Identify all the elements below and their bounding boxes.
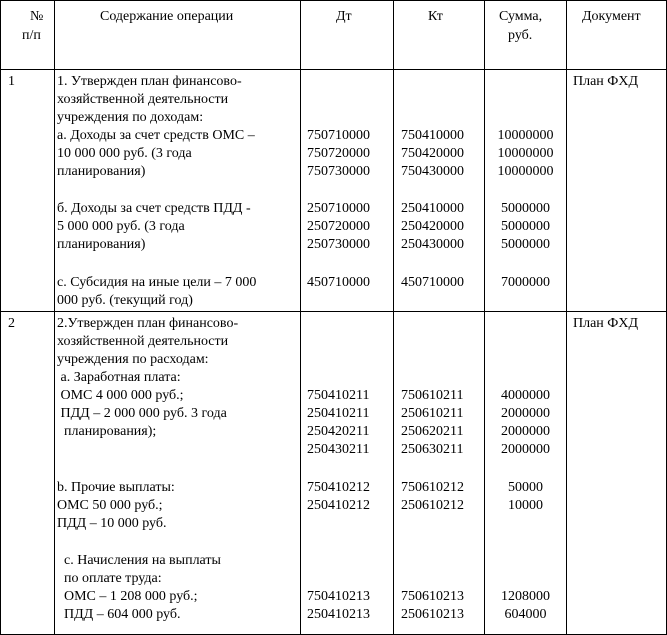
content-line: ОМС – 1 208 000 руб.; (57, 589, 198, 604)
debit-account: 250430211 (307, 442, 370, 457)
content-line: по оплате труда: (57, 571, 162, 586)
content-line: а. Доходы за счет средств ОМС – (57, 128, 255, 143)
amount: 50000 (508, 480, 543, 495)
amount: 4000000 (501, 388, 550, 403)
debit-account: 750730000 (307, 164, 370, 179)
content-line: с. Субсидия на иные цели – 7 000 (57, 275, 257, 290)
debit-account: 750410212 (307, 480, 370, 495)
header-kt: Кт (428, 9, 443, 24)
debit-account: 250410212 (307, 498, 370, 513)
content-line: планирования) (57, 237, 146, 252)
header-content: Содержание операции (100, 9, 234, 24)
debit-account: 250710000 (307, 201, 370, 216)
amount: 5000000 (501, 219, 550, 234)
col-line (393, 0, 394, 635)
amount: 5000000 (501, 237, 550, 252)
content-line: ПДД – 10 000 руб. (57, 516, 167, 531)
content-line: планирования); (57, 424, 157, 439)
col-line (54, 0, 55, 635)
content-line: ОМС 50 000 руб.; (57, 498, 163, 513)
content-line: планирования) (57, 164, 146, 179)
debit-account: 250410213 (307, 607, 370, 622)
credit-account: 750610212 (401, 480, 464, 495)
debit-account: 750410213 (307, 589, 370, 604)
content-line: ПДД – 604 000 руб. (57, 607, 181, 622)
col-line (0, 0, 1, 635)
amount: 2000000 (501, 406, 550, 421)
credit-account: 750420000 (401, 146, 464, 161)
content-line: b. Прочие выплаты: (57, 480, 175, 495)
debit-account: 750720000 (307, 146, 370, 161)
content-line: 5 000 000 руб. (3 года (57, 219, 185, 234)
credit-account: 250610212 (401, 498, 464, 513)
content-line: ПДД – 2 000 000 руб. 3 года (57, 406, 227, 421)
credit-account: 750410000 (401, 128, 464, 143)
header-num: п/п (22, 28, 41, 43)
credit-account: 250410000 (401, 201, 464, 216)
header-num: № (30, 9, 44, 24)
credit-account: 750430000 (401, 164, 464, 179)
credit-account: 250420000 (401, 219, 464, 234)
credit-account: 750610211 (401, 388, 464, 403)
amount: 5000000 (501, 201, 550, 216)
header-doc: Документ (582, 9, 641, 24)
content-line: 2.Утвержден план финансово- (57, 316, 239, 331)
content-line: 1. Утвержден план финансово- (57, 74, 242, 89)
amount: 10000000 (497, 128, 554, 143)
credit-account: 250620211 (401, 424, 464, 439)
amount: 10000000 (497, 164, 554, 179)
col-line (300, 0, 301, 635)
content-line: 000 руб. (текущий год) (57, 293, 193, 308)
header-dt: Дт (336, 9, 352, 24)
credit-account: 250610213 (401, 607, 464, 622)
header-sum: руб. (508, 28, 533, 43)
credit-account: 250610211 (401, 406, 464, 421)
debit-account: 450710000 (307, 275, 370, 290)
amount: 10000000 (497, 146, 554, 161)
credit-account: 250630211 (401, 442, 464, 457)
content-line: ОМС 4 000 000 руб.; (57, 388, 184, 403)
content-line: учреждения по расходам: (57, 352, 209, 367)
debit-account: 250410211 (307, 406, 370, 421)
credit-account: 750610213 (401, 589, 464, 604)
credit-account: 250430000 (401, 237, 464, 252)
debit-account: 250420211 (307, 424, 370, 439)
row-num: 2 (8, 316, 15, 331)
row-document: План ФХД (573, 74, 639, 89)
col-line (566, 0, 567, 635)
amount: 2000000 (501, 424, 550, 439)
content-line: хозяйственной деятельности (57, 334, 229, 349)
content-line: учреждения по доходам: (57, 110, 204, 125)
amount: 2000000 (501, 442, 550, 457)
col-line (484, 0, 485, 635)
content-line: а. Заработная плата: (57, 370, 181, 385)
debit-account: 250720000 (307, 219, 370, 234)
debit-account: 750710000 (307, 128, 370, 143)
content-line: 10 000 000 руб. (3 года (57, 146, 192, 161)
credit-account: 450710000 (401, 275, 464, 290)
content-line: б. Доходы за счет средств ПДД - (57, 201, 251, 216)
amount: 10000 (508, 498, 543, 513)
content-line: с. Начисления на выплаты (57, 553, 221, 568)
debit-account: 250730000 (307, 237, 370, 252)
amount: 604000 (504, 607, 547, 622)
row-num: 1 (8, 74, 15, 89)
header-sum: Сумма, (499, 9, 543, 24)
debit-account: 750410211 (307, 388, 370, 403)
amount: 1208000 (501, 589, 550, 604)
content-line: хозяйственной деятельности (57, 92, 229, 107)
amount: 7000000 (501, 275, 550, 290)
row-document: План ФХД (573, 316, 639, 331)
